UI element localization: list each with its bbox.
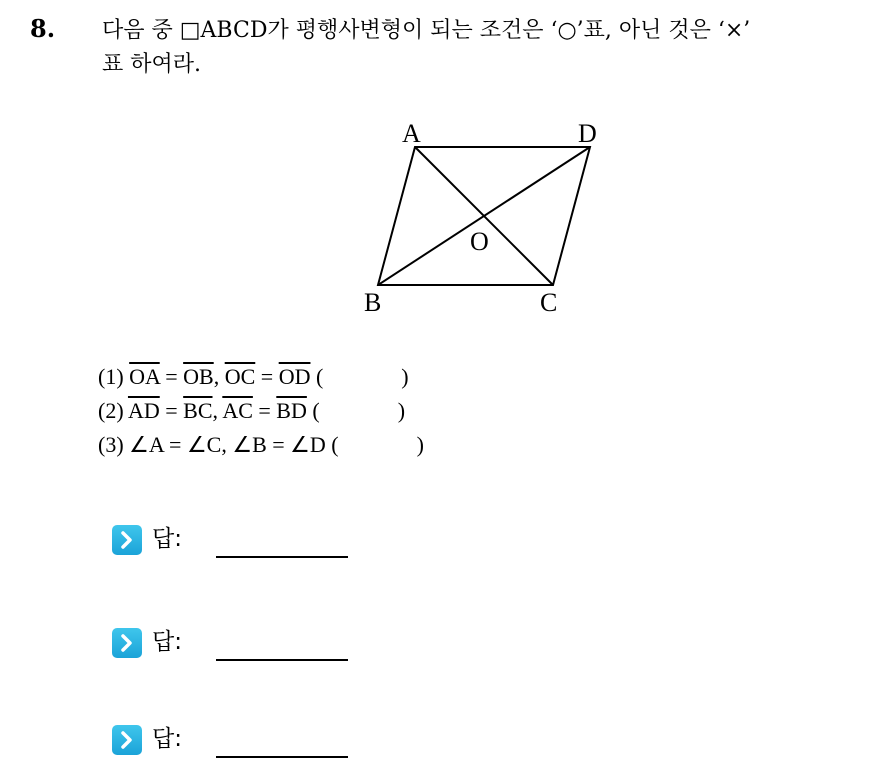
condition-number: (2): [98, 398, 124, 423]
answer-input-line[interactable]: [216, 659, 348, 661]
conditions-list: [98, 360, 424, 462]
condition-number: (1): [98, 364, 124, 389]
equals-sign: =: [159, 398, 184, 423]
equals-sign: =: [255, 364, 279, 389]
paren-close: ): [416, 432, 424, 457]
segment: $\overline{AC}$: [222, 398, 253, 423]
segment: $\overline{OA}$: [129, 364, 160, 389]
paren-open: (: [325, 432, 339, 457]
answer-input-line[interactable]: [216, 756, 348, 758]
condition-number: (3): [98, 432, 124, 457]
vertex-label-a: A: [402, 119, 421, 148]
answer-label: 답:: [152, 526, 182, 552]
answer-label: 답:: [152, 629, 182, 655]
vertex-label-d: D: [578, 119, 597, 148]
answer-row-3: [112, 720, 362, 760]
separator: ,: [213, 364, 225, 389]
parallelogram-figure: [350, 110, 610, 325]
question-number: 8.: [30, 14, 56, 43]
paren-close: ): [401, 364, 409, 389]
condition-3: [98, 428, 424, 462]
parallelogram-diagram: [350, 110, 610, 325]
chevron-right-icon: [112, 628, 142, 658]
answer-input-line[interactable]: [216, 556, 348, 558]
condition-text: ∠A = ∠C, ∠B = ∠D: [129, 432, 326, 457]
question-text: [102, 14, 872, 82]
question-text-line-2: 표 하여라.: [102, 52, 201, 77]
paren-close: ): [397, 398, 406, 423]
vertex-label-b: B: [364, 288, 382, 317]
segment: $\overline{OD}$: [278, 364, 311, 389]
segment: $\overline{BC}$: [183, 398, 213, 423]
answer-row-2: [112, 623, 362, 663]
separator: ,: [212, 398, 223, 423]
equals-sign: =: [159, 364, 184, 389]
segment: $\overline{OB}$: [183, 364, 214, 389]
answer-row-1: [112, 520, 362, 560]
answer-label: 답:: [152, 726, 182, 752]
paren-open: (: [310, 364, 324, 389]
segment: $\overline{OC}$: [224, 364, 256, 389]
condition-2: [98, 394, 424, 428]
equals-sign: =: [252, 398, 277, 423]
question-text-line-1: 다음 중 □ABCD가 평행사변형이 되는 조건은 ‘○’표, 아닌 것은 ‘×’: [102, 18, 751, 43]
condition-1: [98, 360, 424, 394]
segment: $\overline{AD}$: [127, 398, 160, 423]
segment: $\overline{BD}$: [276, 398, 307, 423]
chevron-right-icon: [112, 525, 142, 555]
center-label-o: O: [470, 227, 489, 256]
paren-open: (: [306, 398, 320, 423]
chevron-right-icon: [112, 725, 142, 755]
vertex-label-c: C: [540, 288, 558, 317]
